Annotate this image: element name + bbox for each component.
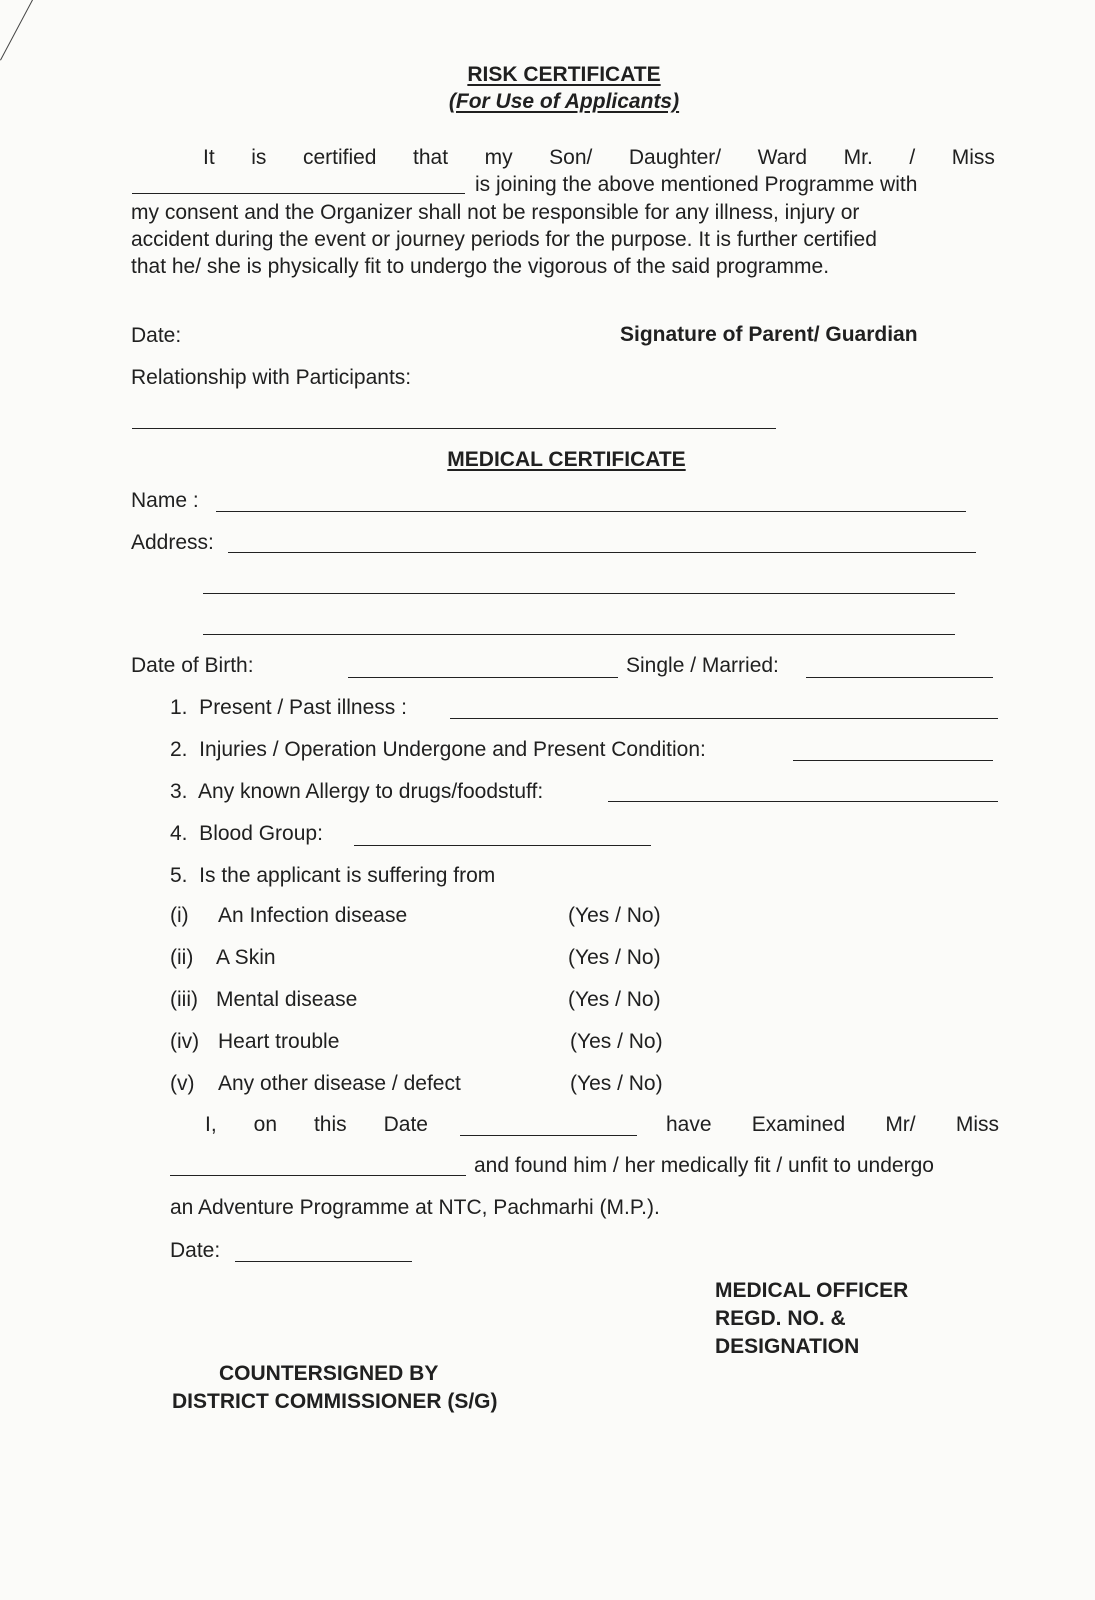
risk-paragraph-line4: accident during the event or journey periods for the purpose. It is further certified (131, 228, 877, 251)
word: my (484, 146, 513, 169)
condition-yes-no[interactable]: (Yes / No) (570, 1072, 663, 1095)
word: I, (205, 1113, 217, 1136)
condition-number: (iii) (170, 988, 198, 1011)
relationship-blank[interactable] (132, 428, 776, 429)
condition-number: (ii) (170, 946, 194, 969)
exam-line1-end (666, 1114, 999, 1135)
risk-paragraph-line1 (203, 147, 995, 168)
illness-blank[interactable] (450, 718, 998, 719)
exam-date-blank[interactable] (460, 1135, 637, 1136)
condition-label: A Skin (216, 946, 276, 969)
scan-edge-mark (0, 0, 38, 60)
word: is (251, 146, 267, 169)
risk-certificate-title: RISK CERTIFICATE (467, 63, 661, 86)
word: Examined (751, 1113, 846, 1136)
medical-date-blank[interactable] (235, 1261, 412, 1262)
condition-number: (iv) (170, 1030, 200, 1053)
medical-date-label: Date: (170, 1239, 221, 1262)
address-label: Address: (131, 531, 214, 554)
risk-paragraph-line2: is joining the above mentioned Programme with (475, 173, 918, 196)
condition-yes-no[interactable]: (Yes / No) (568, 988, 661, 1011)
word: that (413, 146, 449, 169)
word: certified (302, 146, 377, 169)
exam-line2: and found him / her medically fit / unfit to undergo (474, 1154, 934, 1177)
condition-label: An Infection disease (218, 904, 408, 927)
condition-yes-no[interactable]: (Yes / No) (568, 904, 661, 927)
medical-certificate-title: MEDICAL CERTIFICATE (447, 448, 686, 471)
word: have (666, 1113, 712, 1136)
dob-blank[interactable] (348, 677, 618, 678)
dob-label: Date of Birth: (131, 654, 254, 677)
question-injuries: 2. Injuries / Operation Undergone and Present Condition: (170, 738, 706, 761)
examinee-name-blank[interactable] (170, 1175, 466, 1176)
medical-officer-line3: DESIGNATION (715, 1335, 860, 1358)
condition-label: Any other disease / defect (218, 1072, 461, 1095)
risk-certificate-subtitle: (For Use of Applicants) (448, 90, 680, 113)
district-commissioner: DISTRICT COMMISSIONER (S/G) (172, 1390, 498, 1413)
word: Mr. (843, 146, 873, 169)
word: Ward (757, 146, 808, 169)
risk-date-label: Date: (131, 324, 182, 347)
condition-yes-no[interactable]: (Yes / No) (570, 1030, 663, 1053)
word: Miss (951, 146, 995, 169)
exam-line3: an Adventure Programme at NTC, Pachmarhi (M.P.). (170, 1196, 660, 1219)
blood-group-blank[interactable] (354, 845, 651, 846)
question-blood-group: 4. Blood Group: (170, 822, 323, 845)
word: Daughter/ (628, 146, 722, 169)
medical-officer-line1: MEDICAL OFFICER (715, 1279, 909, 1302)
question-suffering: 5. Is the applicant is suffering from (170, 864, 496, 887)
ward-name-blank[interactable] (132, 193, 465, 194)
marital-status-blank[interactable] (806, 677, 993, 678)
condition-yes-no[interactable]: (Yes / No) (568, 946, 661, 969)
condition-label: Heart trouble (218, 1030, 340, 1053)
question-illness: 1. Present / Past illness : (170, 696, 407, 719)
exam-line1-start (205, 1114, 428, 1135)
address-blank-1[interactable] (228, 552, 976, 553)
word: / (909, 146, 916, 169)
parent-signature-label: Signature of Parent/ Guardian (620, 323, 918, 346)
countersigned-by: COUNTERSIGNED BY (219, 1362, 439, 1385)
condition-number: (i) (170, 904, 189, 927)
risk-paragraph-line5: that he/ she is physically fit to undergo the vigorous of the said programme. (131, 255, 830, 278)
name-blank[interactable] (216, 511, 966, 512)
condition-label: Mental disease (216, 988, 358, 1011)
word: It (203, 146, 215, 169)
marital-status-label: Single / Married: (626, 654, 779, 677)
word: this (313, 1113, 347, 1136)
name-label: Name : (131, 489, 199, 512)
medical-officer-line2: REGD. NO. & (715, 1307, 846, 1330)
question-allergy: 3. Any known Allergy to drugs/foodstuff: (170, 780, 544, 803)
injuries-blank[interactable] (793, 760, 993, 761)
word: Date (383, 1113, 428, 1136)
word: Mr/ (885, 1113, 916, 1136)
condition-number: (v) (170, 1072, 195, 1095)
word: on (253, 1113, 277, 1136)
allergy-blank[interactable] (608, 801, 998, 802)
risk-paragraph-line3: my consent and the Organizer shall not be responsible for any illness, injury or (131, 201, 860, 224)
word: Son/ (549, 146, 593, 169)
relationship-label: Relationship with Participants: (131, 366, 412, 389)
address-blank-2[interactable] (203, 593, 955, 594)
word: Miss (955, 1113, 999, 1136)
address-blank-3[interactable] (203, 634, 955, 635)
